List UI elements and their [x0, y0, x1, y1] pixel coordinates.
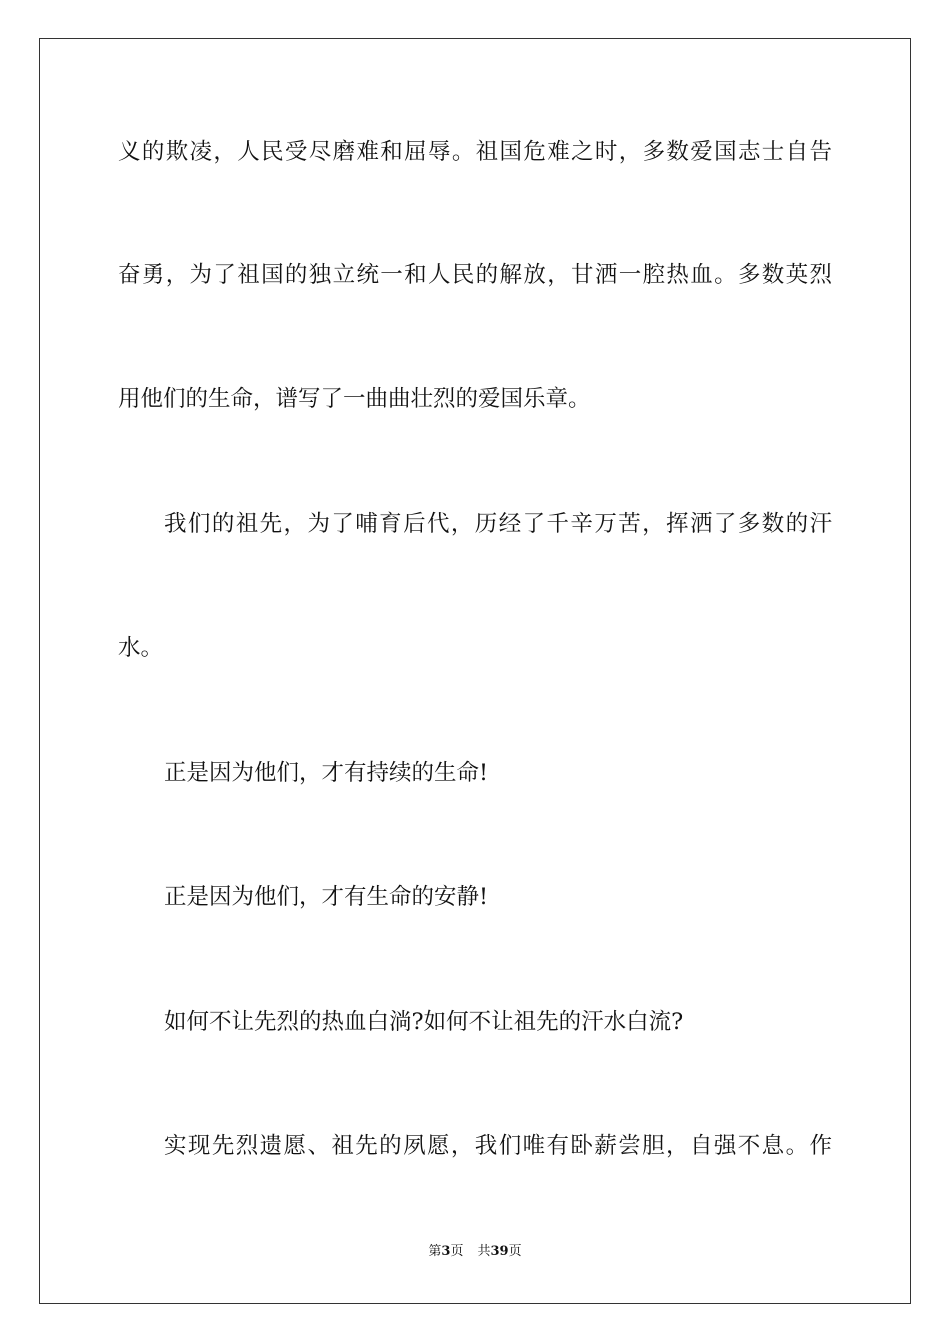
body-line-2: 奋勇，为了祖国的独立统一和人民的解放，甘洒一腔热血。多数英烈 — [118, 262, 832, 288]
page-footer — [0, 1243, 950, 1261]
total-pages: 39 — [490, 1244, 509, 1259]
body-line-3: 用他们的生命，谱写了一曲曲壮烈的爱国乐章。 — [118, 386, 591, 412]
body-line-1: 义的欺凌，人民受尽磨难和屈辱。祖国危难之时，多数爱国志士自告 — [118, 139, 832, 165]
page-prefix: 第 — [428, 1244, 442, 1259]
total-prefix: 共 — [477, 1244, 491, 1259]
total-suffix: 页 — [508, 1244, 522, 1259]
body-line-6: 正是因为他们，才有持续的生命! — [164, 760, 489, 786]
page-number: 3 — [441, 1244, 451, 1259]
body-line-9: 实现先烈遗愿、祖先的夙愿，我们唯有卧薪尝胆，自强不息。作 — [164, 1133, 832, 1159]
page-frame — [39, 38, 911, 1304]
body-line-7: 正是因为他们，才有生命的安静! — [164, 884, 489, 910]
page-suffix: 页 — [450, 1244, 464, 1259]
body-line-4: 我们的祖先，为了哺育后代，历经了千辛万苦，挥洒了多数的汗 — [164, 511, 832, 537]
body-line-5: 水。 — [118, 635, 164, 661]
body-line-8: 如何不让先烈的热血白淌?如何不让祖先的汗水白流? — [164, 1009, 684, 1035]
